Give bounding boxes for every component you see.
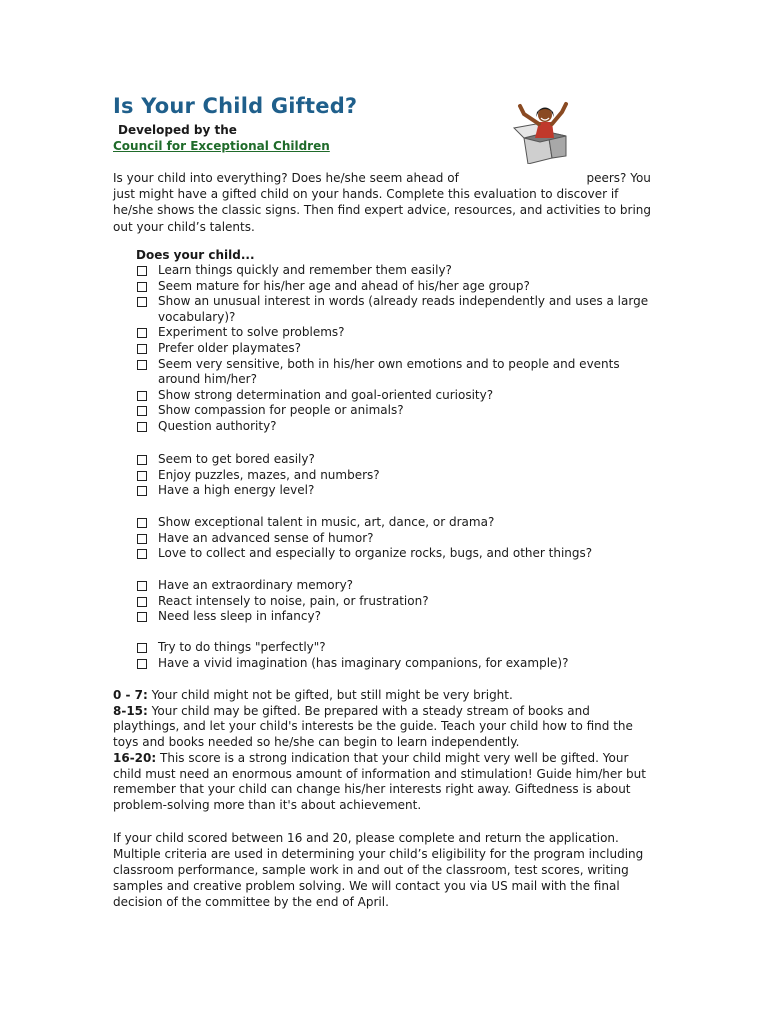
checkbox[interactable]	[137, 297, 147, 307]
checklist-item	[136, 263, 658, 279]
checklist-group-4	[136, 578, 658, 625]
score-range: 8-15:	[113, 703, 148, 718]
checklist-item	[136, 531, 658, 547]
score-description: Your child might not be gifted, but still might be very bright.	[151, 688, 513, 702]
intro-text-part2: peers? You just might have a gifted child on your hands. Complete this evaluation to discover if he/she shows the classic signs. Then find expert advice, resources, and activities to bring out your child’s talents.	[113, 171, 652, 234]
checklist-item	[136, 388, 658, 404]
checklist-item-text: Try to do things "perfectly"?	[158, 640, 326, 654]
score-range: 0 - 7:	[113, 688, 148, 702]
checkbox[interactable]	[137, 391, 147, 401]
checklist-group-5	[136, 640, 658, 671]
checkbox[interactable]	[137, 266, 147, 276]
checklist-group-3	[136, 515, 658, 562]
score-description: This score is a strong indication that your child might very well be gifted. Your child must need an enormous amount of information and stimulation! Guide him/her but remember that your child can change his/her interests right away. Giftedness is about problem-solving more than it's about achievement.	[113, 750, 646, 812]
checklist-item-text: Seem very sensitive, both in his/her own emotions and to people and events around him/her?	[158, 356, 620, 387]
scoring-guide	[113, 688, 653, 814]
checklist-group-2	[136, 452, 658, 499]
intro-text-part1: Is your child into everything? Does he/she seem ahead of	[113, 171, 459, 185]
checklist-item	[136, 403, 658, 419]
checklist-item	[136, 609, 658, 625]
checklist-item-text: Question authority?	[158, 418, 277, 433]
checklist-item	[136, 594, 658, 610]
checklist-item-text: Have a vivid imagination (has imaginary companions, for example)?	[158, 655, 569, 670]
checklist-heading: Does your child...	[136, 248, 255, 262]
checkbox[interactable]	[137, 518, 147, 528]
checklist-item	[136, 279, 658, 295]
checklist-item-text: Show strong determination and goal-oriented curiosity?	[158, 387, 494, 402]
checklist-item-text: Show an unusual interest in words (already reads independently and uses a large vocabulary)?	[158, 294, 649, 324]
checklist-item-text: Experiment to solve problems?	[158, 325, 345, 340]
checkbox[interactable]	[137, 659, 147, 669]
page-title: Is Your Child Gifted?	[113, 94, 358, 118]
intro-paragraph	[113, 170, 653, 235]
checklist-item	[136, 546, 658, 562]
score-range: 16-20:	[113, 750, 157, 765]
checkbox[interactable]	[137, 643, 147, 653]
checklist-item	[136, 357, 658, 388]
checklist-item	[136, 419, 658, 435]
checklist-item	[136, 452, 658, 468]
checkbox[interactable]	[137, 406, 147, 416]
checkbox[interactable]	[137, 328, 147, 338]
checklist-item-text: Love to collect and especially to organize rocks, bugs, and other things?	[158, 546, 593, 561]
score-description: Your child may be gifted. Be prepared with a steady stream of books and playthings, and let your child's interests be the guide. Teach your child how to find the toys and books needed so he/she can begin to learn independently.	[113, 703, 633, 750]
checklist-item-text: Have an advanced sense of humor?	[158, 530, 374, 545]
organization-link[interactable]: Council for Exceptional Children	[113, 139, 330, 153]
checklist-item-text: Enjoy puzzles, mazes, and numbers?	[158, 467, 380, 482]
checklist-item-text: Prefer older playmates?	[158, 340, 302, 355]
checkbox[interactable]	[137, 455, 147, 465]
checklist-item	[136, 341, 658, 357]
closing-paragraph: If your child scored between 16 and 20, please complete and return the application. Multiple criteria are used in determining your child’s eligibility for the program including classroom performance, sample work in and out of the classroom, test scores, writing samples and creative problem solving. We will contact you via US mail with the final decision of the committee by the end of April.	[113, 831, 644, 909]
checklist-item	[136, 578, 658, 594]
checkbox[interactable]	[137, 344, 147, 354]
checklist-item-text: React intensely to noise, pain, or frustration?	[158, 593, 429, 608]
checklist-item	[136, 515, 658, 531]
developed-by-label: Developed by the	[118, 123, 237, 137]
checklist-item-text: Learn things quickly and remember them easily?	[158, 263, 452, 277]
checkbox[interactable]	[137, 360, 147, 370]
checklist-item-text: Have an extraordinary memory?	[158, 578, 354, 592]
checklist-item	[136, 640, 658, 656]
checklist-group-1	[136, 263, 658, 435]
checklist-item	[136, 483, 658, 499]
checkbox[interactable]	[137, 581, 147, 591]
checklist-item	[136, 468, 658, 484]
checkbox[interactable]	[137, 471, 147, 481]
checkbox[interactable]	[137, 486, 147, 496]
child-in-box-illustration	[508, 98, 572, 164]
checkbox[interactable]	[137, 597, 147, 607]
checkbox[interactable]	[137, 612, 147, 622]
checklist-item-text: Need less sleep in infancy?	[158, 609, 321, 624]
checklist-item	[136, 294, 658, 325]
checklist-item	[136, 656, 658, 672]
checkbox[interactable]	[137, 534, 147, 544]
checkbox[interactable]	[137, 282, 147, 292]
checkbox[interactable]	[137, 422, 147, 432]
checklist-item-text: Seem to get bored easily?	[158, 452, 315, 466]
checklist-item-text: Seem mature for his/her age and ahead of his/her age group?	[158, 278, 530, 293]
checkbox[interactable]	[137, 549, 147, 559]
checklist-item-text: Have a high energy level?	[158, 483, 315, 498]
checklist-item-text: Show compassion for people or animals?	[158, 403, 404, 418]
checklist-item-text: Show exceptional talent in music, art, dance, or drama?	[158, 515, 495, 529]
checklist-item	[136, 325, 658, 341]
